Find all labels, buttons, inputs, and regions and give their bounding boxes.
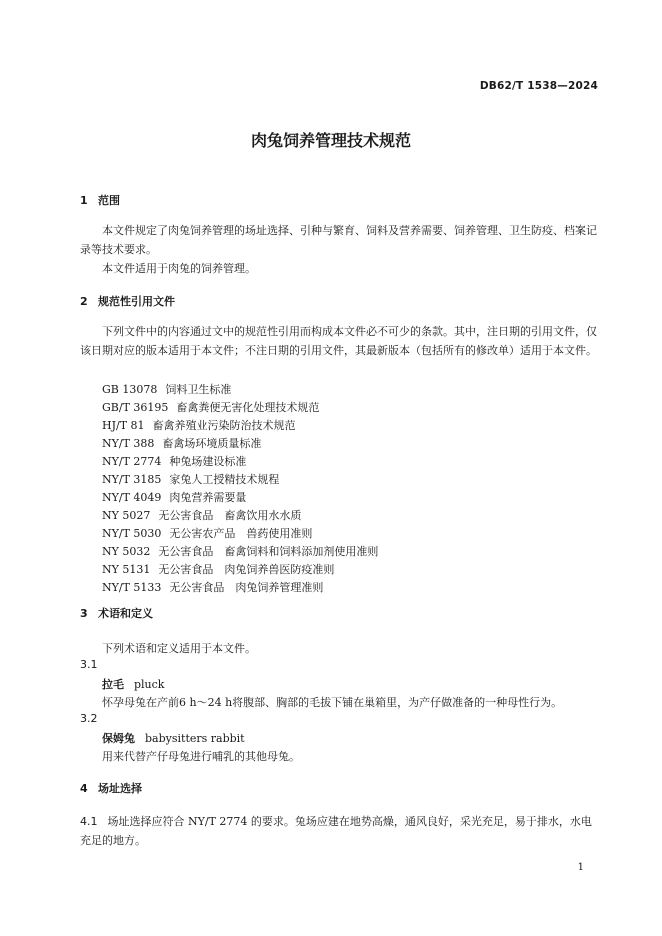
section-title: 范围 <box>98 194 120 207</box>
reference-item <box>102 489 246 505</box>
reference-name: 家兔人工授精技术规程 <box>169 473 280 486</box>
term-number: 3.2 <box>80 712 98 725</box>
reference-item <box>102 507 301 523</box>
reference-code: NY 5131 <box>102 563 151 576</box>
reference-item <box>102 417 296 433</box>
reference-name: 畜禽养殖业污染防治技术规范 <box>152 419 296 432</box>
section-1-heading <box>80 192 120 208</box>
section-2-intro: 下列文件中的内容通过文中的规范性引用而构成本文件必不可少的条款。其中，注日期的引用文件，仅该日期对应的版本适用于本文件；不注日期的引用文件，其最新版本（包括所有的修改单）适用于本文件。 <box>80 325 597 357</box>
reference-item <box>102 525 312 541</box>
section-number: 1 <box>80 194 88 207</box>
reference-name: 畜禽场环境质量标准 <box>162 437 262 450</box>
reference-code: NY 5027 <box>102 509 151 522</box>
section-4-heading <box>80 780 142 796</box>
term-english: pluck <box>134 678 165 691</box>
reference-item <box>102 435 261 451</box>
reference-name: 无公害食品 畜禽饲料和饲料添加剂使用准则 <box>158 545 379 558</box>
reference-code: NY/T 2774 <box>102 455 162 468</box>
section-title: 规范性引用文件 <box>98 295 175 308</box>
term-chinese: 保姆兔 <box>102 732 135 745</box>
section-1-paragraph-2: 本文件适用于肉兔的饲养管理。 <box>102 262 256 275</box>
reference-name: 无公害农产品 兽药使用准则 <box>169 527 313 540</box>
reference-name: 无公害食品 肉兔饲养兽医防疫准则 <box>158 563 335 576</box>
section-3-heading <box>80 605 153 621</box>
term-name <box>102 676 164 692</box>
clause-text: 场址选择应符合 NY/T 2774 的要求。兔场应建在地势高燥，通风良好，采光充足，易于排水，水电充足的地方。 <box>80 815 592 847</box>
term-number: 3.1 <box>80 658 98 671</box>
reference-code: NY/T 388 <box>102 437 155 450</box>
section-title: 术语和定义 <box>98 607 153 620</box>
reference-item <box>102 543 378 559</box>
reference-code: NY 5032 <box>102 545 151 558</box>
clause-4-1 <box>80 812 600 850</box>
section-title: 场址选择 <box>98 782 142 795</box>
reference-code: HJ/T 81 <box>102 419 145 432</box>
reference-item <box>102 381 231 397</box>
reference-item <box>102 471 279 487</box>
reference-item <box>102 399 319 415</box>
section-2-heading <box>80 293 175 309</box>
term-name <box>102 730 245 746</box>
reference-name: 无公害食品 肉兔饲养管理准则 <box>169 581 324 594</box>
reference-item <box>102 453 246 469</box>
term-english: babysitters rabbit <box>145 732 245 745</box>
reference-name: 无公害食品 畜禽饮用水水质 <box>158 509 302 522</box>
term-definition: 怀孕母兔在产前6 h～24 h将腹部、胸部的毛拔下铺在巢箱里，为产仔做准备的一种母性行为。 <box>102 696 563 709</box>
section-number: 2 <box>80 295 88 308</box>
clause-number: 4.1 <box>80 815 98 828</box>
term-definition: 用来代替产仔母兔进行哺乳的其他母兔。 <box>102 750 300 763</box>
section-1-paragraph-1: 本文件规定了肉兔饲养管理的场址选择、引种与繁育、饲料及营养需要、饲养管理、卫生防疫、档案记录等技术要求。 <box>80 224 597 256</box>
reference-code: GB 13078 <box>102 383 158 396</box>
section-number: 3 <box>80 607 88 620</box>
document-title: 肉兔饲养管理技术规范 <box>250 131 411 150</box>
term-chinese: 拉毛 <box>102 678 124 691</box>
reference-name: 饲料卫生标准 <box>165 383 232 396</box>
reference-code: GB/T 36195 <box>102 401 169 414</box>
reference-item <box>102 561 334 577</box>
reference-code: NY/T 5133 <box>102 581 162 594</box>
section-3-intro: 下列术语和定义适用于本文件。 <box>102 642 256 655</box>
reference-name: 肉兔营养需要量 <box>169 491 247 504</box>
reference-name: 畜禽粪便无害化处理技术规范 <box>176 401 320 414</box>
page-number: 1 <box>577 862 584 873</box>
reference-code: NY/T 4049 <box>102 491 162 504</box>
reference-code: NY/T 3185 <box>102 473 162 486</box>
reference-name: 种兔场建设标准 <box>169 455 247 468</box>
standard-code: DB62/T 1538—2024 <box>479 80 598 92</box>
section-number: 4 <box>80 782 88 795</box>
reference-code: NY/T 5030 <box>102 527 162 540</box>
reference-item <box>102 579 323 595</box>
